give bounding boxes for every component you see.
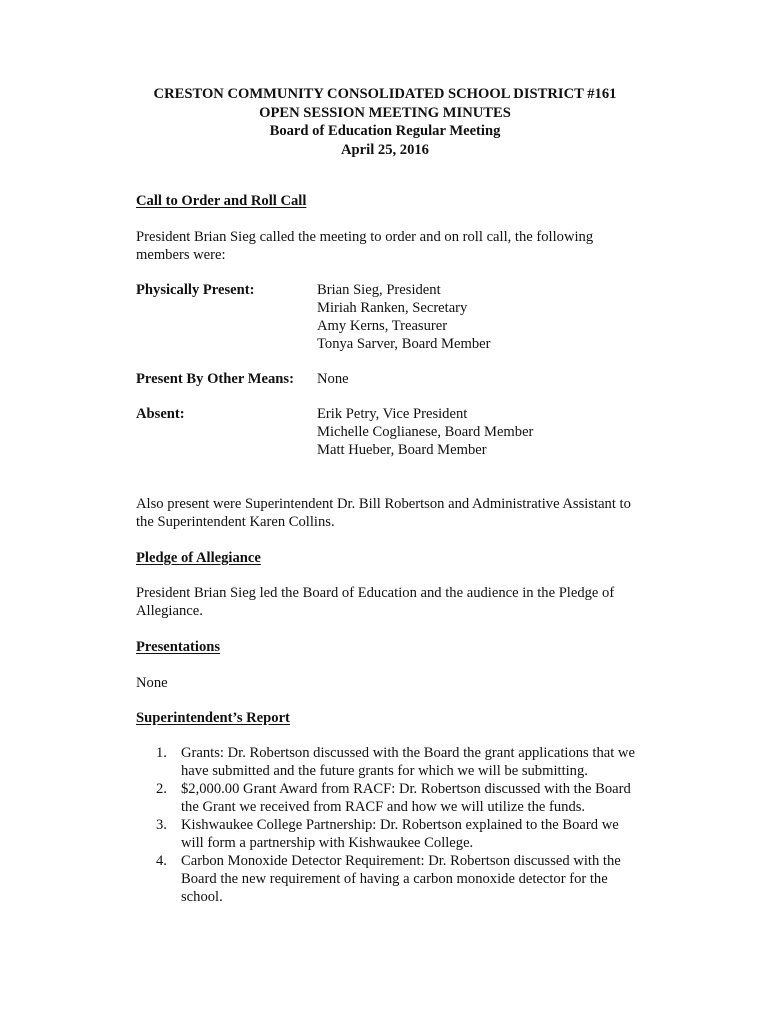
minutes-title: OPEN SESSION MEETING MINUTES <box>259 104 511 121</box>
member-name: Michelle Coglianese, Board Member <box>317 424 534 440</box>
list-item-number: 1. <box>156 745 167 761</box>
list-item-number: 4. <box>156 853 167 869</box>
list-item <box>136 780 646 816</box>
list-item-line: Board the new requirement of having a carbon monoxide detector for the <box>181 871 608 887</box>
list-item-line: Grants: Dr. Robertson discussed with the Board the grant applications that we <box>181 745 635 761</box>
meeting-date: April 25, 2016 <box>341 141 429 158</box>
list-item-line: the Grant we received from RACF and how we will utilize the funds. <box>181 799 586 815</box>
district-title: CRESTON COMMUNITY CONSOLIDATED SCHOOL DISTRICT #161 <box>153 86 617 102</box>
call-to-order-intro <box>136 228 656 264</box>
document-header <box>0 85 770 159</box>
absent-label: Absent: <box>136 406 185 422</box>
member-name: Erik Petry, Vice President <box>317 406 468 422</box>
pledge-heading: Pledge of Allegiance <box>136 550 261 566</box>
paragraph-line: Also present were Superintendent Dr. Bill Robertson and Administrative Assistant to <box>136 496 631 512</box>
list-item-line: $2,000.00 Grant Award from RACF: Dr. Robertson discussed with the Board <box>181 781 631 797</box>
list-item <box>136 744 646 780</box>
member-name: Matt Hueber, Board Member <box>317 442 487 458</box>
presentations-heading: Presentations <box>136 639 221 655</box>
physically-present-list <box>317 281 490 353</box>
list-item-line: school. <box>181 889 223 905</box>
other-means-value: None <box>317 371 349 387</box>
paragraph-line: the Superintendent Karen Collins. <box>136 514 335 530</box>
superintendent-report-heading: Superintendent’s Report <box>136 710 290 726</box>
physically-present-label: Physically Present: <box>136 282 255 298</box>
paragraph-line: President Brian Sieg led the Board of Education and the audience in the Pledge of <box>136 585 615 601</box>
member-name: Tonya Sarver, Board Member <box>317 336 491 352</box>
presentations-text: None <box>136 675 168 691</box>
superintendent-report-list <box>136 744 646 906</box>
list-item <box>136 852 646 906</box>
list-item-line: Carbon Monoxide Detector Requirement: Dr. Robertson discussed with the <box>181 853 621 869</box>
meeting-type: Board of Education Regular Meeting <box>269 123 501 139</box>
list-item <box>136 816 646 852</box>
list-item-line: have submitted and the future grants for which we will be submitting. <box>181 763 588 779</box>
paragraph-line: Allegiance. <box>136 603 203 619</box>
member-name: Amy Kerns, Treasurer <box>317 318 448 334</box>
list-item-number: 3. <box>156 817 167 833</box>
absent-list <box>317 405 533 459</box>
call-to-order-heading: Call to Order and Roll Call <box>136 193 307 209</box>
member-name: Miriah Ranken, Secretary <box>317 300 468 316</box>
pledge-paragraph <box>136 584 656 620</box>
member-name: Brian Sieg, President <box>317 282 441 298</box>
list-item-line: will form a partnership with Kishwaukee College. <box>181 835 474 851</box>
also-present-paragraph <box>136 495 676 531</box>
intro-line: members were: <box>136 247 226 263</box>
list-item-number: 2. <box>156 781 167 797</box>
list-item-line: Kishwaukee College Partnership: Dr. Robertson explained to the Board we <box>181 817 619 833</box>
other-means-label: Present By Other Means: <box>136 371 294 387</box>
intro-line: President Brian Sieg called the meeting to order and on roll call, the following <box>136 229 594 245</box>
